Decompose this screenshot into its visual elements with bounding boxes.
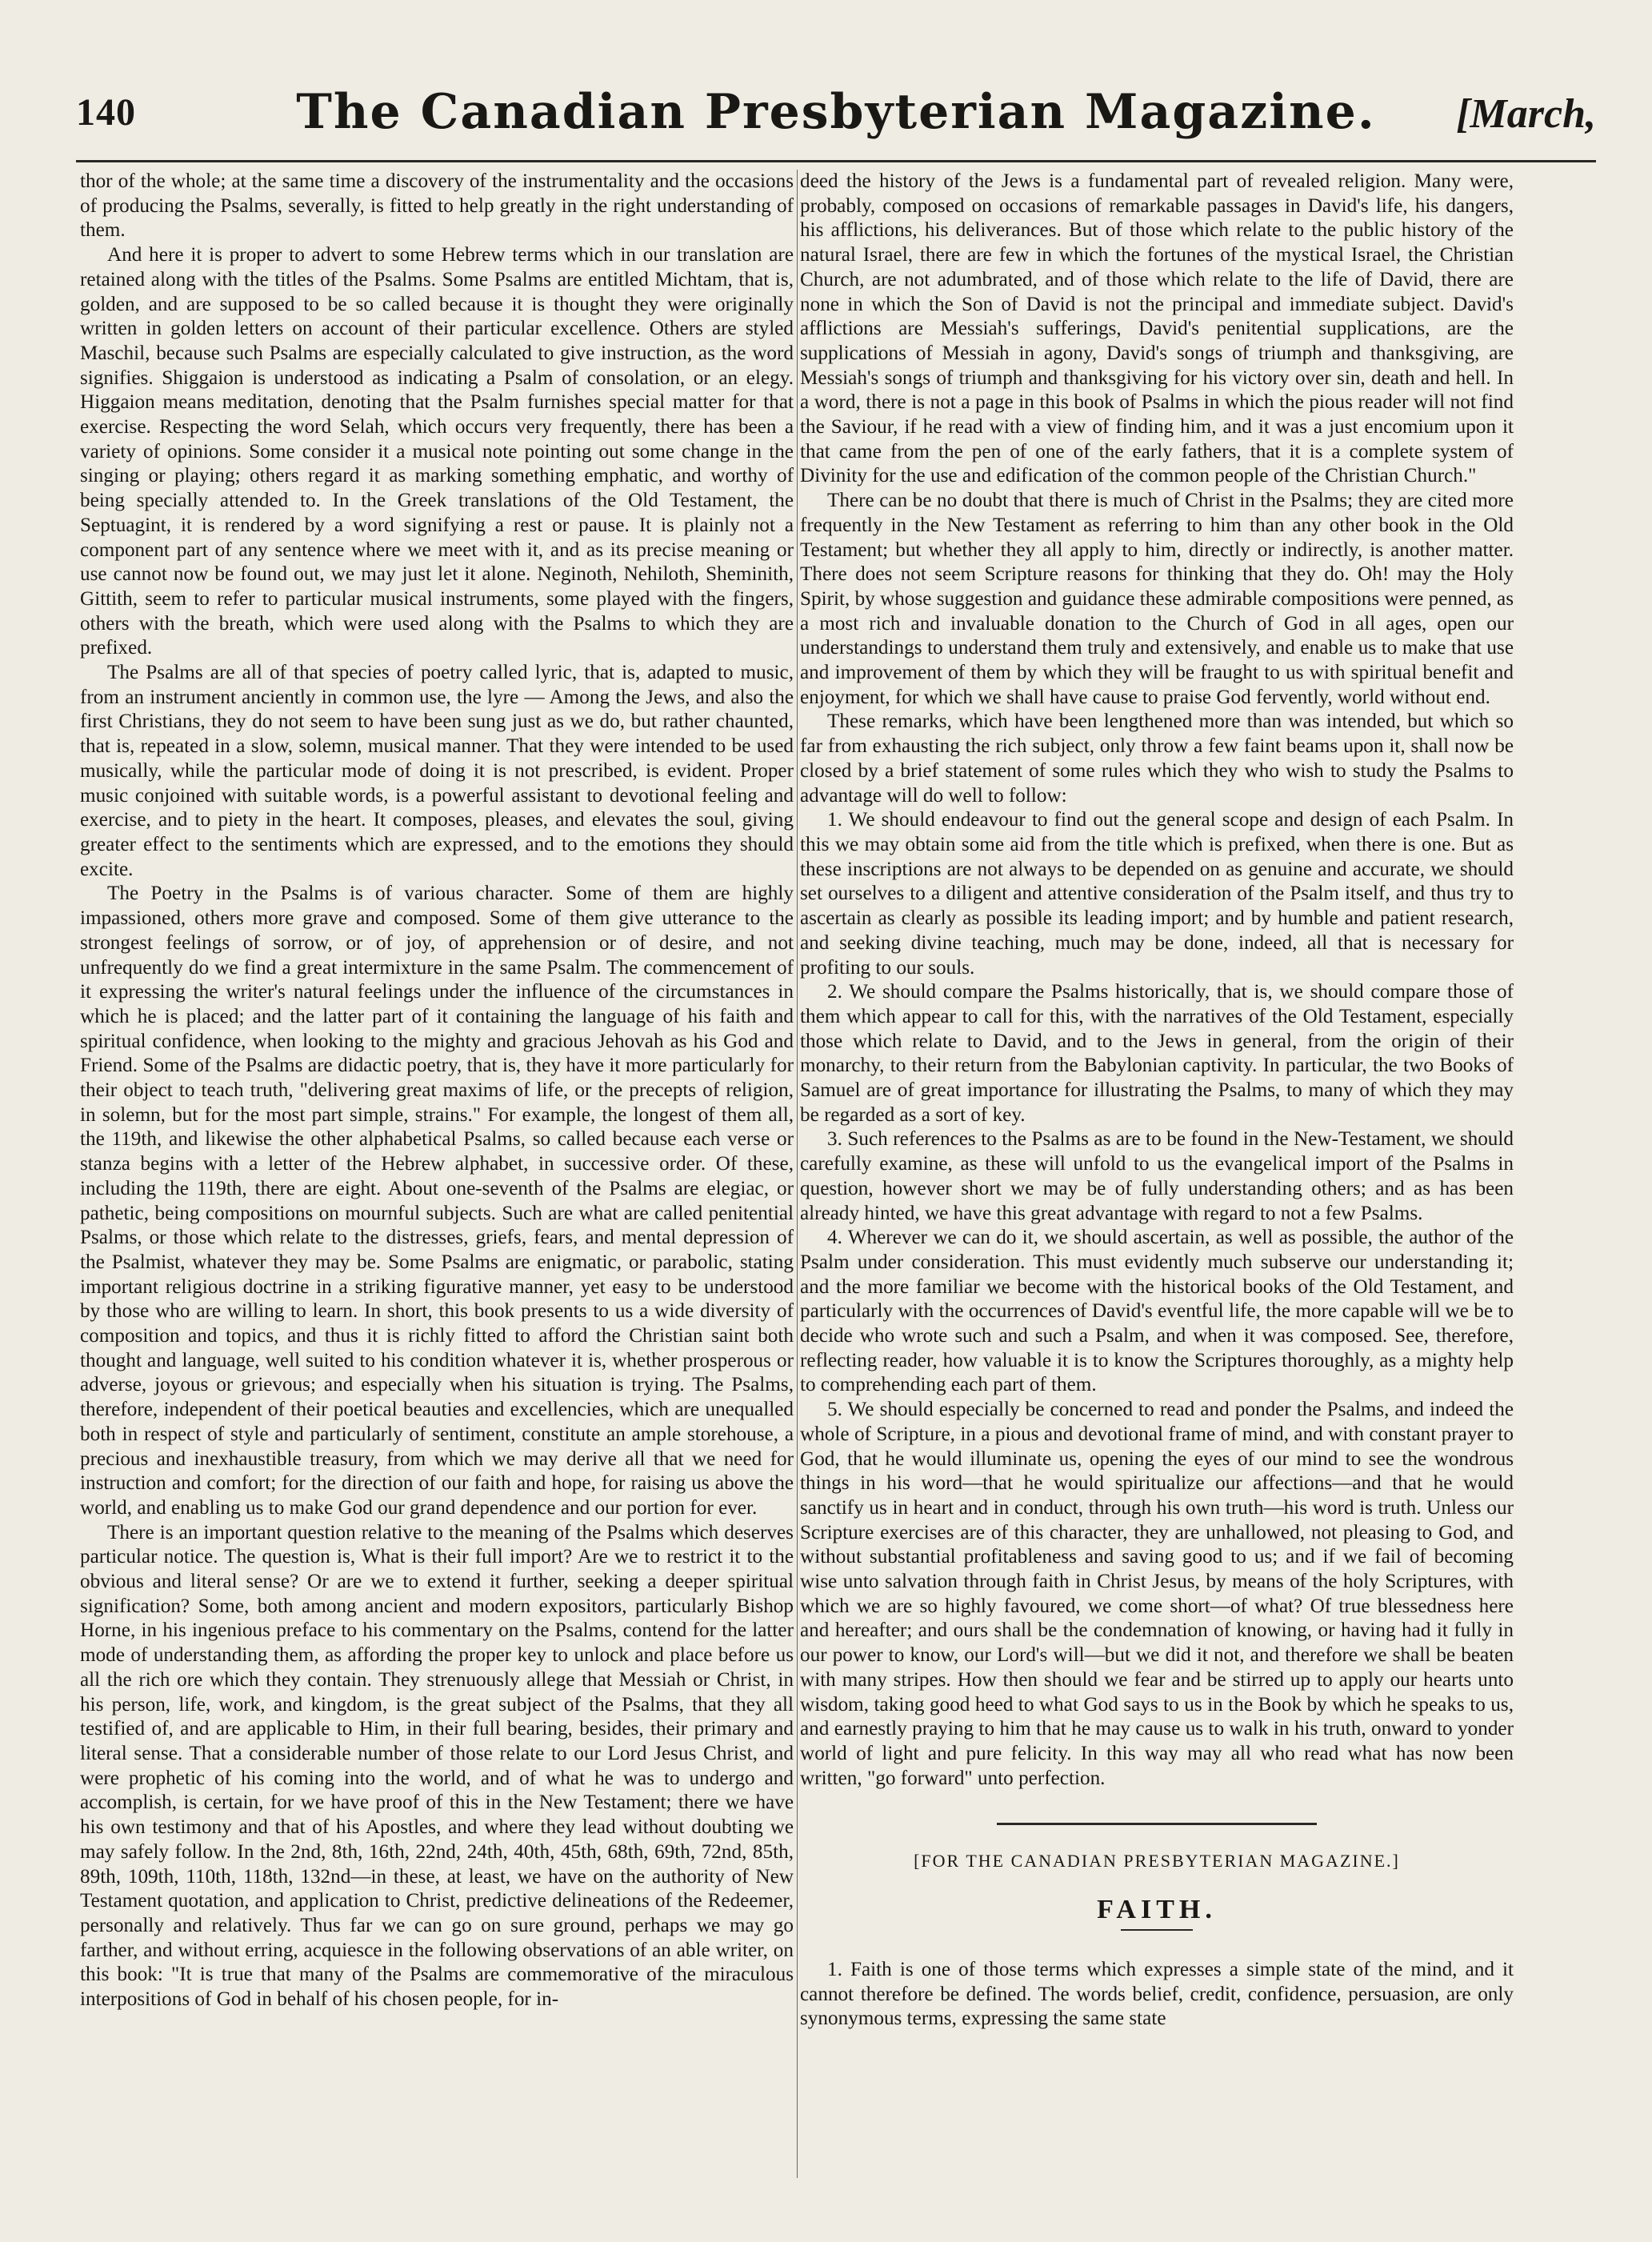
column-divider <box>797 170 798 2178</box>
left-column <box>80 170 794 2012</box>
paragraph: 2. We should compare the Psalms historically, that is, we should compare those of them which appear to call for this, with the narratives of the Old Testament, especially those which relate to David, and to the Jews in general, from the origin of their monarchy, to their return from the Babylonian captivity. In particular, the two Books of Samuel are of great importance for illustrating the Psalms, to many of which they may be regarded as a sort of key. <box>800 981 1514 1126</box>
issue-month: [March, <box>1456 91 1596 137</box>
paragraph: 1. We should endeavour to find out the general scope and design of each Psalm. In this we may obtain some aid from the title which is prefixed, when there is one. But as these inscriptions are not always to be depended on as genuine and accurate, we should set ourselves to a diligent and attentive consideration of the Psalm itself, and thus try to ascertain as clearly as possible its leading import; and by humble and patient research, and seeking divine teaching, much may be done, indeed, all that is necessary for profiting to our souls. <box>800 809 1514 979</box>
paragraph: The Psalms are all of that species of poetry called lyric, that is, adapted to music, from an instrument anciently in common use, the lyre — Among the Jews, and also the first Christians, they do not seem to have been sung just as we do, but rather chaunted, that is, repeated in a slow, solemn, musical manner. That they were intended to be used musically, while the particular mode of doing it is not prescribed, is evident. Proper music conjoined with suitable words, is a powerful assistant to devotional feeling and exercise, and to piety in the heart. It composes, pleases, and elevates the soul, giving greater effect to the sentiments which are expressed, and to the emotions they should excite. <box>80 662 794 880</box>
paragraph: There can be no doubt that there is much of Christ in the Psalms; they are cited more frequently in the New Testament as referring to him than any other book in the Old Testament; but whether they all apply to him, directly or indirectly, is another matter. There does not seem Scripture reasons for thinking that they do. Oh! may the Holy Spirit, by whose suggestion and guidance these admirable compositions were penned, as a most rich and invaluable donation to the Church of God in all ages, open our understandings to understand them truly and extensively, and enable us to make that use and improvement of them by which they will be fraught to us with spiritual benefit and enjoyment, for which we shall have cause to praise God fervently, world without end. <box>800 490 1514 708</box>
paragraph: The Poetry in the Psalms is of various character. Some of them are highly impassioned, others more grave and composed. Some of them give utterance to the strongest feelings of sorrow, or of joy, of apprehension or of desire, and not unfrequently do we find a great intermixture in the same Psalm. The commencement of it expressing the writer's natural feelings under the influence of the circumstances in which he is placed; and the latter part of it containing the language of his faith and spiritual confidence, when looking to the mighty and gracious Jehovah as his God and Friend. Some of the Psalms are didactic poetry, that is, they have it more particularly for their object to teach truth, "delivering great maxims of life, or the precepts of religion, in solemn, but for the most part simple, strains." For example, the longest of them all, the 119th, and likewise the other alphabetical Psalms, so called because each verse or stanza begins with a letter of the Hebrew alphabet, in successive order. Of these, including the 119th, there are eight. About one-seventh of the Psalms are elegiac, or pathetic, being compositions on mournful subjects. Such are what are called penitential Psalms, or those which relate to the distresses, griefs, fears, and mental depression of the Psalmist, whatever they may be. Some Psalms are enigmatic, or parabolic, stating important religious doctrine in a striking figurative manner, yet easy to be understood by those who are willing to learn. In short, this book presents to us a wide diversity of composition and topics, and thus it is richly fitted to afford the Christian saint both thought and language, well suited to his condition whatever it is, whether prosperous or adverse, joyous or grievous; and especially when his situation is trying. The Psalms, therefore, independent of their poetical beauties and excellencies, which are unequalled both in respect of style and particularly of sentiment, constitute an ample storehouse, a precious and inexhaustible treasury, from which we may derive all that we need for instruction and comfort; for the direction of our faith and hope, for raising us above the world, and enabling us to make God our grand dependence and our portion for ever. <box>80 883 794 1519</box>
paragraph: 3. Such references to the Psalms as are to be found in the New-Testament, we should carefully examine, as these will unfold to us the evangelical import of the Psalms in question, however short we may be of fully understanding others; and as has been already hinted, we have this great advantage with regard to not a few Psalms. <box>800 1128 1514 1224</box>
paragraph: There is an important question relative to the meaning of the Psalms which deserves particular notice. The question is, What is their full import? Are we to restrict it to the obvious and literal sense? Or are we to extend it further, seeking a deeper spiritual signification? Some, both among ancient and modern expositors, particularly Bishop Horne, in his ingenious preface to his commentary on the Psalms, contend for the latter mode of understanding them, as affording the proper key to unlock and place before us all the rich ore which they contain. They strenuously allege that Messiah or Christ, in his person, life, work, and kingdom, is the great subject of the Psalms, that they all testified of, and are applicable to Him, in their full bearing, besides, their primary and literal sense. That a considerable number of those relate to our Lord Jesus Christ, and were prophetic of his coming into the world, and of what he was to undergo and accomplish, is certain, for we have proof of this in the New Testament; there we have his own testimony and that of his Apostles, and where they lead without doubting we may safely follow. In the 2nd, 8th, 16th, 22nd, 24th, 40th, 45th, 68th, 69th, 72nd, 85th, 89th, 109th, 110th, 118th, 132nd—in these, at least, we have on the authority of New Testament quotation, and application to Christ, predictive delineations of the Redeemer, personally and relatively. Thus far we can go on sure ground, perhaps we may go farther, and without erring, acquiesce in the following observations of an able writer, on this book: "It is true that many of the Psalms are commemorative of the miraculous interpositions of God in behalf of his chosen people, for in- <box>80 1521 794 2011</box>
section-divider <box>997 1823 1317 1825</box>
section-source-note: [FOR THE CANADIAN PRESBYTERIAN MAGAZINE.] <box>914 1851 1400 1872</box>
right-column <box>800 170 1514 2032</box>
paragraph: And here it is proper to advert to some Hebrew terms which in our translation are retained along with the titles of the Psalms. Some Psalms are entitled Michtam, that is, golden, and are supposed to be so called because it is thought they were originally written in golden letters on account of their particular excellence. Others are styled Maschil, because such Psalms are especially calculated to give instruction, as the word signifies. Shiggaion is understood as indicating a Psalm of consolation, or an elegy. Higgaion means meditation, denoting that the Psalm furnishes special matter for that exercise. Respecting the word Selah, which occurs very frequently, there has been a variety of opinions. Some consider it a musical note pointing out some change in the singing or playing; others regard it as marking something emphatic, and worthy of being specially attended to. In the Greek translations of the Old Testament, the Septuagint, it is rendered by a word signifying a rest or pause. It is plainly not a component part of any sentence where we meet with it, and as its precise meaning or use cannot now be found out, we may just let it alone. Neginoth, Nehiloth, Sheminith, Gittith, seem to refer to particular musical instruments, some played with the fingers, others with the breath, which were used along with the Psalms to which they are prefixed. <box>80 244 794 659</box>
title-rule <box>1121 1929 1193 1931</box>
paragraph: deed the history of the Jews is a fundamental part of revealed religion. Many were, probably, composed on occasions of remarkable passages in David's life, his dangers, his afflictions, his deliverances. But of those which relate to the public history of the natural Israel, there are few in which the fortunes of the mystical Israel, the Christian Church, are not adumbrated, and of those which relate to the life of David, there are none in which the Son of David is not the principal and immediate subject. David's afflictions are Messiah's sufferings, David's penitential supplications, are the supplications of Messiah in agony, David's songs of triumph and thanksgiving, are Messiah's songs of triumph and thanksgiving for his victory over sin, death and hell. In a word, there is not a page in this book of Psalms in which the pious reader will not find the Saviour, if he read with a view of finding him, and it was a just encomium upon it that came from the pen of one of the early fathers, that it is a complete system of Divinity for the use and edification of the common people of the Christian Church." <box>800 170 1514 487</box>
paragraph: 5. We should especially be concerned to read and ponder the Psalms, and indeed the whole of Scripture, in a pious and devotional frame of mind, and with constant prayer to God, that he would illuminate us, opening the eyes of our mind to see the wondrous things in his word—that he would spiritualize our affections—and that he would sanctify us in heart and in conduct, through his own truth—his word is truth. Unless our Scripture exercises are of this character, they are unhallowed, not pleasing to God, and without substantial profitableness and saving good to us; and if we fail of becoming wise unto salvation through faith in Christ Jesus, by means of the holy Scriptures, with which we are so highly favoured, we come short—of what? Of true blessedness here and hereafter; and ours shall be the condemnation of knowing, or having had it fully in our power to know, our Lord's will—but we did it not, and therefore we shall be beaten with many stripes. How then should we fear and be stirred up to apply our hearts unto wisdom, taking good heed to what God says to us in the Book by which he speaks to us, and earnestly praying to him that he may cause us to walk in his truth, onward to yonder world of light and pure felicity. In this way may all who read what has now been written, "go forward" unto perfection. <box>800 1399 1514 1789</box>
page-header <box>76 84 1596 156</box>
page-number: 140 <box>76 91 136 134</box>
header-rule <box>76 160 1596 162</box>
paragraph: 4. Wherever we can do it, we should ascertain, as well as possible, the author of the Psalm under consideration. This must evidently much subserve our understanding it; and the more familiar we become with the historical books of the Old Testament, and particularly with the occurrences of David's eventful life, the more capable will we be to decide who wrote such and such a Psalm, and when it was composed. See, therefore, reflecting reader, how valuable it is to know the Scriptures thoroughly, as a mighty help to comprehending each part of them. <box>800 1227 1514 1396</box>
paragraph: thor of the whole; at the same time a discovery of the instrumentality and the occasions of producing the Psalms, severally, is fitted to help greatly in the right understanding of them. <box>80 170 794 242</box>
paragraph: 1. Faith is one of those terms which expresses a simple state of the mind, and it cannot therefore be defined. The words belief, credit, confidence, persuasion, are only synonymous terms, expressing the same state <box>800 1958 1514 2030</box>
paragraph: These remarks, which have been lengthened more than was intended, but which so far from exhausting the rich subject, only throw a few faint beams upon it, shall now be closed by a brief statement of some rules which they who wish to study the Psalms to advantage will do well to follow: <box>800 711 1514 807</box>
journal-title: The Canadian Presbyterian Magazine. <box>296 84 1376 140</box>
article-title: FAITH. <box>1097 1895 1217 1925</box>
